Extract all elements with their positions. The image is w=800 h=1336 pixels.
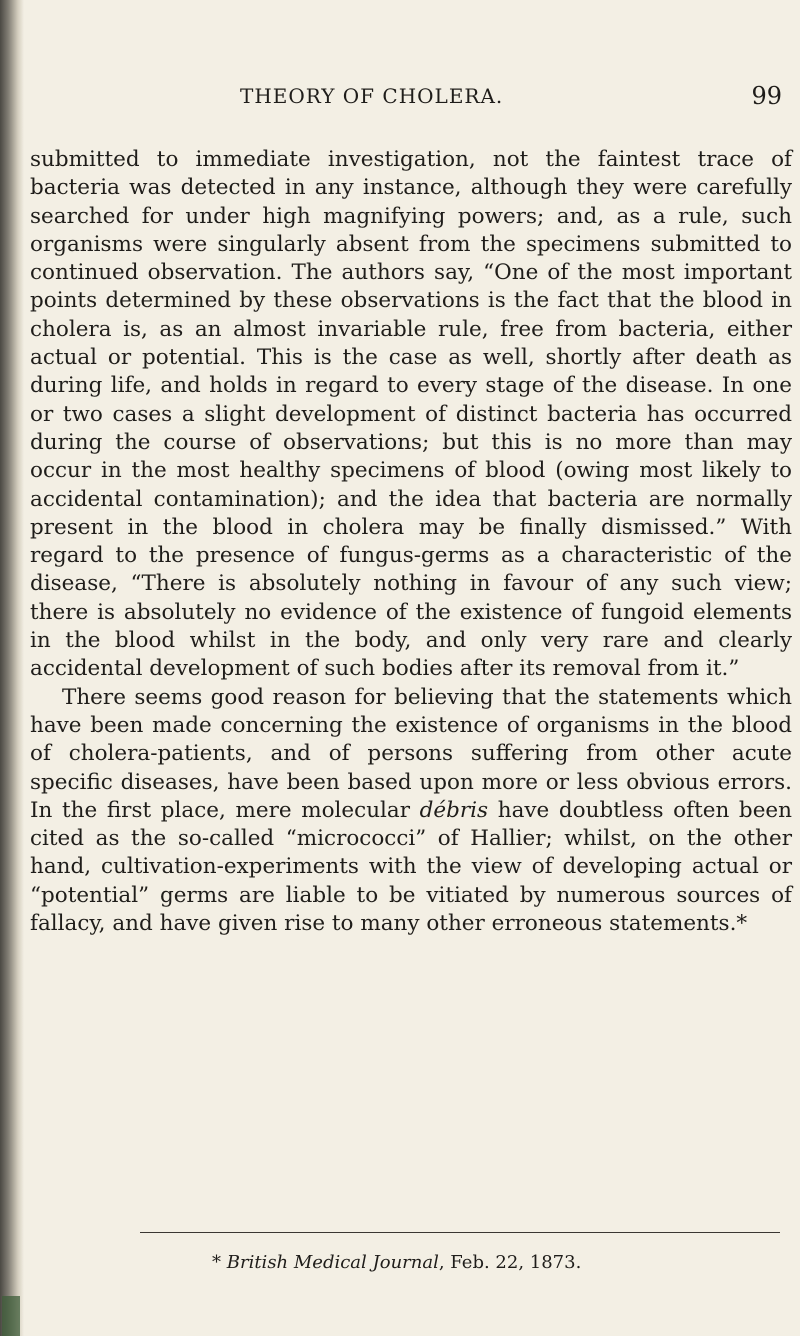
paragraph-2-text-b: have doubtless often been cited as the so-called “micrococci” of Hallier; whilst, on the other hand, cultivation-experiments with the view of developing actual or “potential” germs are liable to be vitiated by numerous sources of fallacy, and have given rise to many other erroneous statements.*: [30, 797, 792, 937]
page-number: 99: [751, 82, 782, 110]
paragraph-2-text-a: There seems good reason for believing that the statements which have been made concerning the existence of organisms in the blood of cholera-patients, and of persons suffering from other acute specific diseases, have been based upon more or less obvious errors. In the first place, mere molecular: [30, 684, 792, 823]
paragraph-1: submitted to immediate investigation, not the faintest trace of bacteria was detected in any instance, although they were carefully searched for under high magnifying powers; and, as a rule, such organisms were singularly absent from the specimens submitted to continued observation. The authors say, “One of the most important points determined by these observations is the fact that the blood in cholera is, as an almost invariable rule, free from bacteria, either actual or potential. This is the case as well, shortly after death as during life, and holds in regard to every stage of the disease. In one or two cases a slight development of distinct bacteria has occurred during the course of observations; but this is no more than may occur in the most healthy specimens of blood (owing most likely to accidental contamination); and the idea that bacteria are normally present in the blood in cholera may be finally dismissed.” With regard to the presence of fungus-germs as a characteristic of the disease, “There is absolutely nothing in favour of any such view; there is absolutely no evidence of the existence of fungoid elements in the blood whilst in the body, and only very rare and clearly accidental development of such bodies after its removal from it.”: [30, 147, 792, 682]
footnote-date: , Feb. 22, 1873.: [438, 1252, 582, 1273]
page-header: [0, 84, 800, 114]
footnote: [212, 1250, 581, 1276]
paragraph-2: [30, 684, 792, 939]
page-edge-stain: [2, 1296, 20, 1336]
running-head: THEORY OF CHOLERA.: [240, 84, 504, 108]
body-text: [30, 146, 792, 938]
footnote-marker: *: [212, 1252, 227, 1273]
debris-italic: débris: [419, 797, 489, 823]
footnote-journal: British Medical Journal: [226, 1252, 439, 1273]
footnote-rule: [140, 1232, 780, 1233]
binding-gutter: [0, 0, 24, 1336]
